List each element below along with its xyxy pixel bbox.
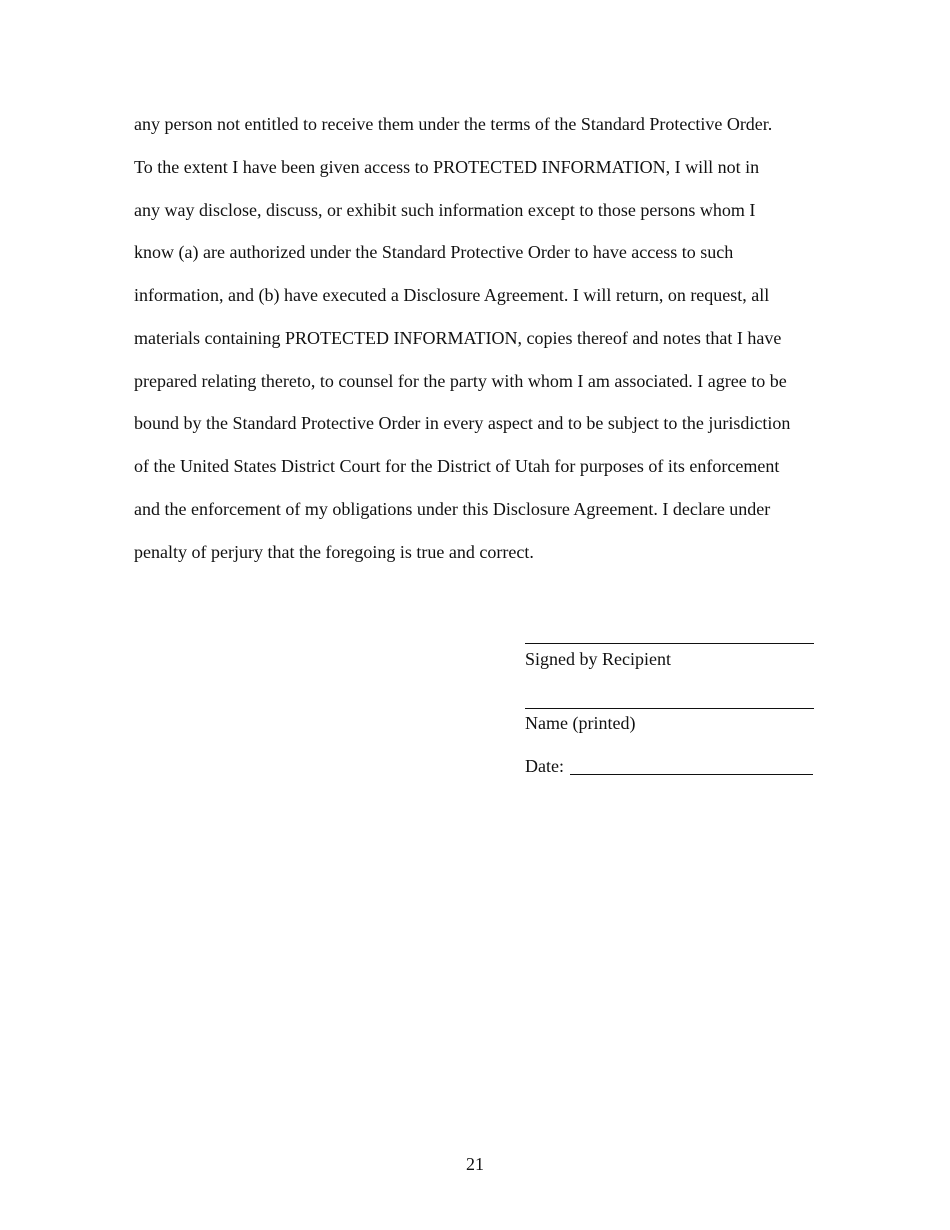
date-label: Date: [525, 756, 564, 776]
body-line: To the extent I have been given access to PROTECTED INFORMATION, I will not in [134, 157, 760, 177]
page-number: 21 [466, 1154, 484, 1174]
date-line [570, 774, 813, 775]
body-line: prepared relating thereto, to counsel for the party with whom I am associated. I agree to be [134, 371, 787, 391]
body-line: any way disclose, discuss, or exhibit such information except to those persons whom I [134, 200, 756, 220]
body-line: of the United States District Court for the District of Utah for purposes of its enforcement [134, 456, 780, 476]
signed-by-label: Signed by Recipient [525, 649, 671, 669]
signature-line [525, 643, 814, 644]
body-line: materials containing PROTECTED INFORMATION, copies thereof and notes that I have [134, 328, 782, 348]
body-line: information, and (b) have executed a Disclosure Agreement. I will return, on request, all [134, 285, 770, 305]
body-line: any person not entitled to receive them under the terms of the Standard Protective Order. [134, 114, 773, 134]
name-printed-label: Name (printed) [525, 713, 636, 733]
body-line: know (a) are authorized under the Standard Protective Order to have access to such [134, 242, 734, 262]
body-line: bound by the Standard Protective Order in every aspect and to be subject to the jurisdiction [134, 413, 791, 433]
body-line: and the enforcement of my obligations under this Disclosure Agreement. I declare under [134, 499, 771, 519]
body-line: penalty of perjury that the foregoing is true and correct. [134, 542, 534, 562]
name-printed-line [525, 708, 814, 709]
